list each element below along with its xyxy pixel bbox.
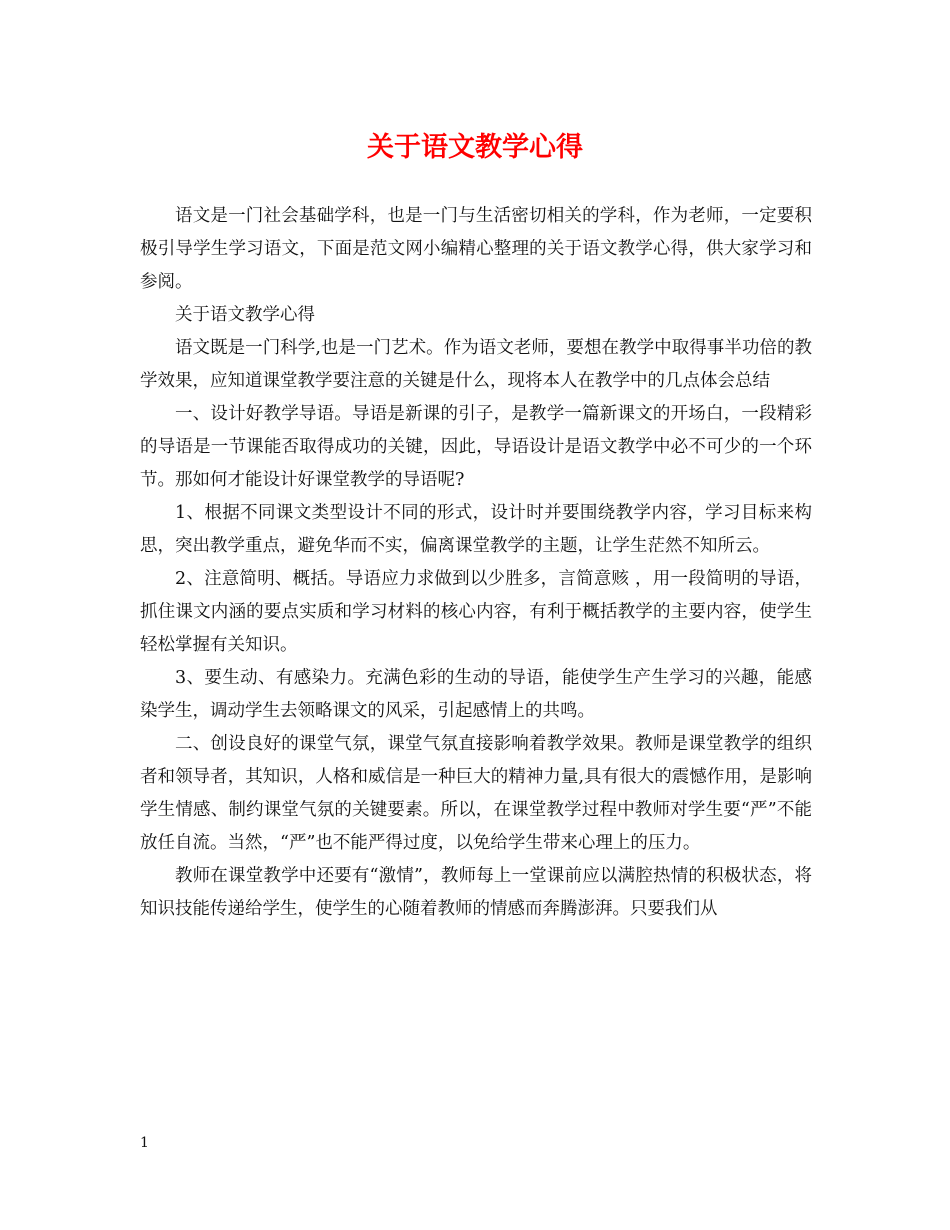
document-body [140, 200, 812, 926]
page-number: 1 [140, 1135, 149, 1151]
paragraph-section-2: 二、创设良好的课堂气氛，课堂气氛直接影响着教学效果。教师是课堂教学的组织者和领导者，其知识，人格和威信是一种巨大的精神力量,具有很大的震憾作用，是影响学生情感、制约课堂气氛的关键要素。所以，在课堂教学过程中教师对学生要“严”不能放任自流。当然，“严”也不能严得过度，以免给学生带来心理上的压力。 [140, 734, 812, 853]
paragraph-section-1: 一、设计好教学导语。导语是新课的引子，是教学一篇新课文的开场白，一段精彩的导语是一节课能否取得成功的关键，因此，导语设计是语文教学中必不可少的一个环节。那如何才能设计好课堂教学的导语呢? [140, 404, 812, 490]
paragraph-point-2: 2、注意简明、概括。导语应力求做到以少胜多，言简意赅 ，用一段简明的导语，抓住课文内涵的要点实质和学习材料的核心内容，有利于概括教学的主要内容，使学生轻松掌握有关知识。 [140, 569, 812, 655]
paragraph-intro: 语文是一门社会基础学科，也是一门与生活密切相关的学科，作为老师，一定要积极引导学生学习语文，下面是范文网小编精心整理的关于语文教学心得，供大家学习和参阅。 [140, 206, 812, 292]
document-title: 关于语文教学心得 [367, 132, 583, 163]
paragraph-subtitle: 关于语文教学心得 [175, 305, 315, 325]
paragraph-passion: 教师在课堂教学中还要有“激情”，教师每上一堂课前应以满腔热情的积极状态，将知识技能传递给学生，使学生的心随着教师的情感而奔腾澎湃。只要我们从 [140, 866, 812, 919]
paragraph-point-1: 1、根据不同课文类型设计不同的形式，设计时并要围绕教学内容，学习目标来构思，突出教学重点，避免华而不实，偏离课堂教学的主题，让学生茫然不知所云。 [140, 503, 812, 556]
paragraph-overview: 语文既是一门科学,也是一门艺术。作为语文老师，要想在教学中取得事半功倍的教学效果，应知道课堂教学要注意的关键是什么，现将本人在教学中的几点体会总结 [140, 338, 812, 391]
paragraph-point-3: 3、要生动、有感染力。充满色彩的生动的导语，能使学生产生学习的兴趣，能感染学生，调动学生去领略课文的风采，引起感情上的共鸣。 [140, 668, 812, 721]
